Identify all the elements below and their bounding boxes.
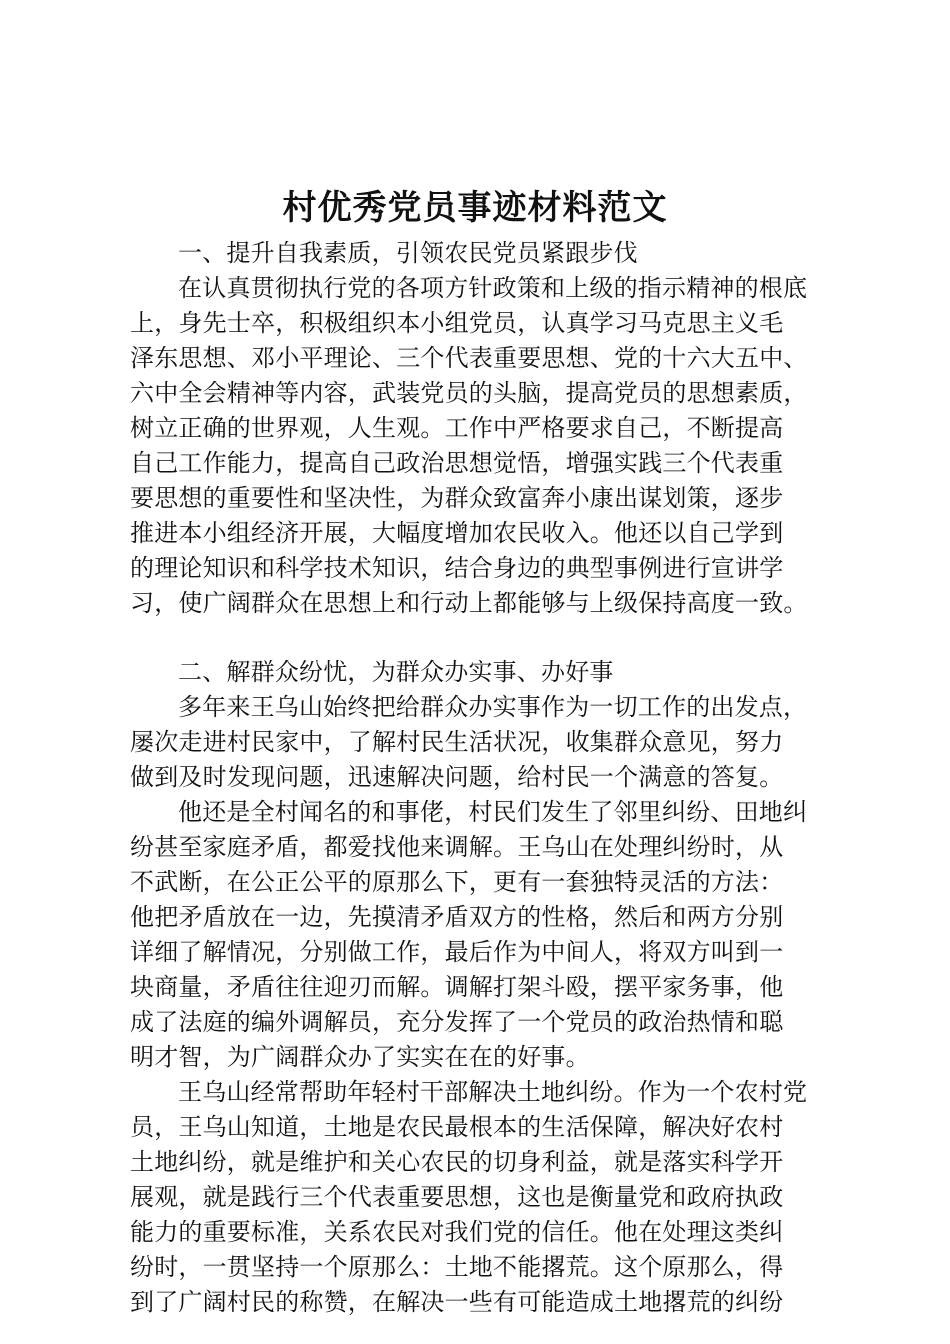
text-line: 员，王乌山知道，土地是农民最根本的生活保障，解决好农村 — [130, 1113, 784, 1141]
text-line: 纷时，一贯坚持一个原那么：土地不能撂荒。这个原那么，得 — [130, 1253, 784, 1281]
text-line: 习，使广阔群众在思想上和行动上都能够与上级保持高度一致。 — [130, 589, 808, 617]
text-line: 纷甚至家庭矛盾，都爱找他来调解。王乌山在处理纠纷时，从 — [130, 833, 784, 861]
text-line: 六中全会精神等内容，武装党员的头脑，提高党员的思想素质， — [130, 379, 808, 407]
text-line: 要思想的重要性和坚决性，为群众致富奔小康出谋划策，逐步 — [130, 484, 784, 512]
document-body — [130, 236, 830, 1320]
text-line: 自己工作能力，提高自己政治思想觉悟，增强实践三个代表重 — [130, 449, 784, 477]
text-line: 土地纠纷，就是维护和关心农民的切身利益，就是落实科学开 — [130, 1148, 784, 1176]
text-line: 展观，就是践行三个代表重要思想，这也是衡量党和政府执政 — [130, 1183, 784, 1211]
text-line: 块商量，矛盾往往迎刃而解。调解打架斗殴，摆平家务事，他 — [130, 973, 784, 1001]
text-line: 明才智，为广阔群众办了实实在在的好事。 — [130, 1043, 590, 1071]
text-line: 多年来王乌山始终把给群众办实事作为一切工作的出发点， — [178, 693, 808, 721]
text-line: 成了法庭的编外调解员，充分发挥了一个党员的政治热情和聪 — [130, 1008, 784, 1036]
text-line: 屡次走进村民家中，了解村民生活状况，收集群众意见，努力 — [130, 728, 784, 756]
text-line: 上，身先士卒，积极组织本小组党员，认真学习马克思主义毛 — [130, 309, 784, 337]
text-line: 二、解群众纷忧，为群众办实事、办好事 — [178, 658, 614, 686]
text-line: 在认真贯彻执行党的各项方针政策和上级的指示精神的根底 — [178, 274, 808, 302]
text-line: 不武断，在公正公平的原那么下，更有一套独特灵活的方法： — [130, 868, 784, 896]
text-line: 一、提升自我素质，引领农民党员紧跟步伐 — [178, 239, 638, 267]
text-line: 的理论知识和科学技术知识，结合身边的典型事例进行宣讲学 — [130, 554, 784, 582]
text-line: 他还是全村闻名的和事佬，村民们发生了邻里纠纷、田地纠 — [178, 798, 808, 826]
text-line: 王乌山经常帮助年轻村干部解决土地纠纷。作为一个农村党 — [178, 1078, 808, 1106]
text-line: 推进本小组经济开展，大幅度增加农民收入。他还以自己学到 — [130, 519, 784, 547]
text-line: 树立正确的世界观，人生观。工作中严格要求自己，不断提高 — [130, 414, 784, 442]
document-title: 村优秀党员事迹材料范文 — [282, 188, 668, 228]
text-line: 到了广阔村民的称赞，在解决一些有可能造成土地撂荒的纠纷 — [130, 1288, 784, 1316]
paragraph-spacer — [130, 621, 830, 655]
text-line: 详细了解情况，分别做工作，最后作为中间人，将双方叫到一 — [130, 938, 784, 966]
text-line: 做到及时发现问题，迅速解决问题，给村民一个满意的答复。 — [130, 763, 784, 791]
text-line: 能力的重要标准，关系农民对我们党的信任。他在处理这类纠 — [130, 1218, 784, 1246]
text-line: 泽东思想、邓小平理论、三个代表重要思想、党的十六大五中、 — [130, 344, 808, 372]
text-line: 他把矛盾放在一边，先摸清矛盾双方的性格，然后和两方分别 — [130, 903, 784, 931]
